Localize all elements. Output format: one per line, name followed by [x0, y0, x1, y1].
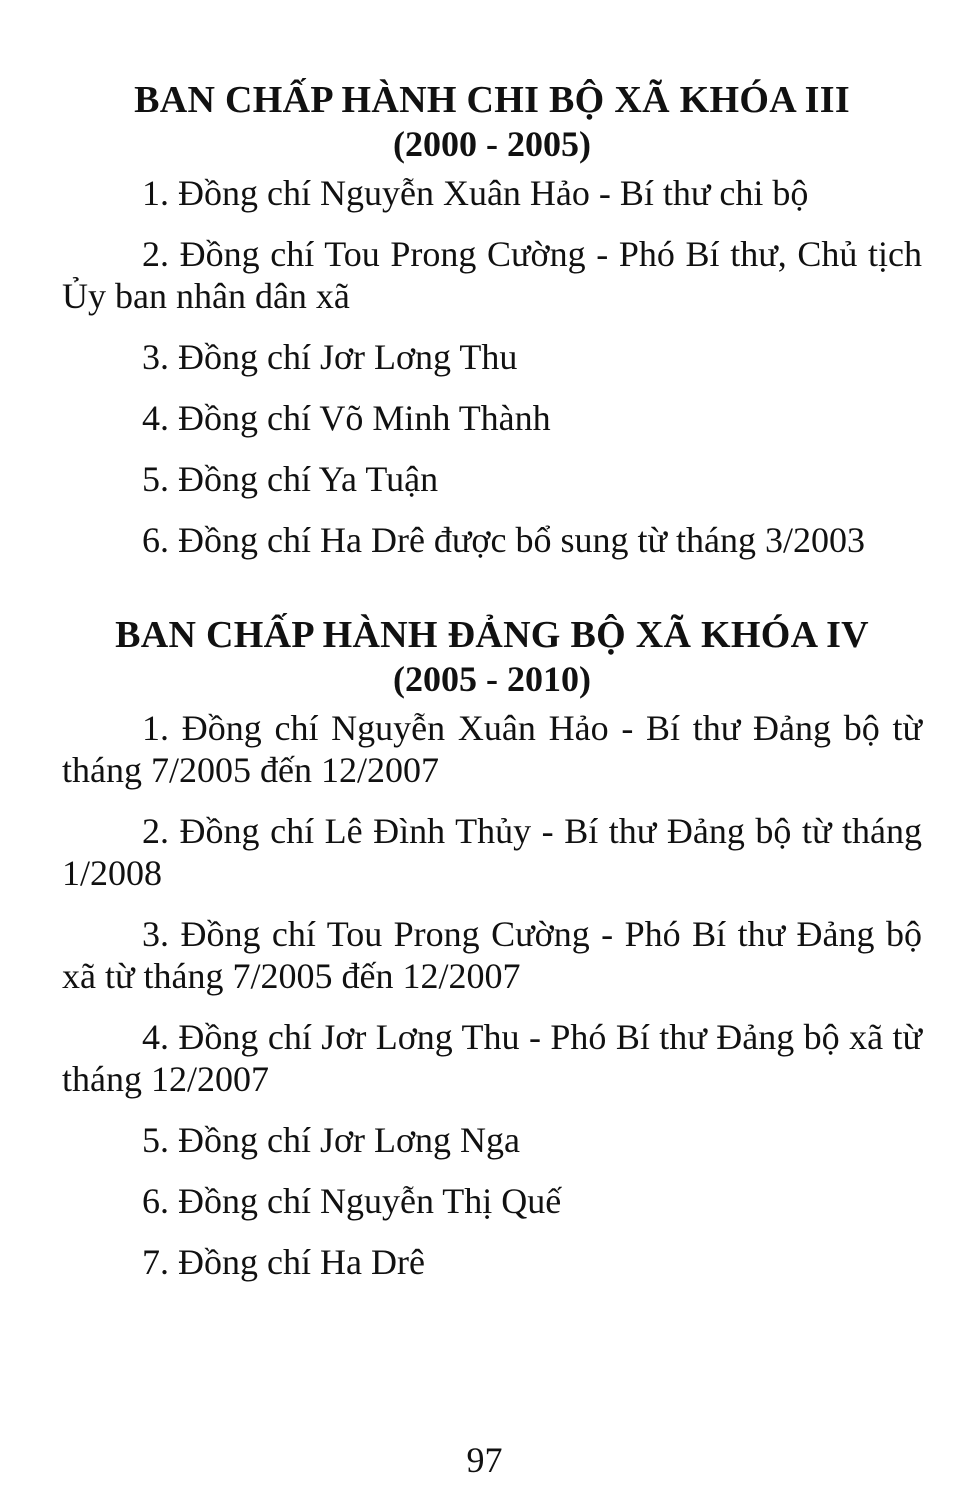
document-page — [62, 78, 922, 1302]
list-item: 4. Đồng chí Võ Minh Thành — [142, 398, 551, 438]
list-item: 1. Đồng chí Nguyễn Xuân Hảo - Bí thư chi bộ — [142, 173, 809, 213]
list-item: 3. Đồng chí Tou Prong Cường - Phó Bí thư Đảng bộ xã từ tháng 7/2005 đến 12/2007 — [62, 914, 922, 996]
section-khoa-iv — [62, 613, 922, 1283]
list-item: 2. Đồng chí Lê Đình Thủy - Bí thư Đảng bộ từ tháng 1/2008 — [62, 811, 922, 893]
section-khoa-iii — [62, 78, 922, 561]
list-item: 6. Đồng chí Ha Drê được bổ sung từ tháng 3/2003 — [142, 520, 865, 560]
list-item: 3. Đồng chí Jơr Lơng Thu — [142, 337, 518, 377]
list-item: 6. Đồng chí Nguyễn Thị Quế — [142, 1181, 562, 1221]
section-heading: BAN CHẤP HÀNH ĐẢNG BỘ XÃ KHÓA IV — [115, 614, 869, 656]
list-item: 2. Đồng chí Tou Prong Cường - Phó Bí thư, Chủ tịch Ủy ban nhân dân xã — [62, 234, 922, 316]
list-item: 7. Đồng chí Ha Drê — [142, 1242, 425, 1282]
list-item: 1. Đồng chí Nguyễn Xuân Hảo - Bí thư Đảng bộ từ tháng 7/2005 đến 12/2007 — [62, 708, 922, 790]
page-number: 97 — [466, 1440, 503, 1480]
list-item: 5. Đồng chí Jơr Lơng Nga — [142, 1120, 521, 1160]
section-heading: BAN CHẤP HÀNH CHI BỘ XÃ KHÓA III — [134, 79, 850, 121]
section-years: (2005 - 2010) — [393, 659, 591, 699]
section-years: (2000 - 2005) — [393, 124, 591, 164]
list-item: 4. Đồng chí Jơr Lơng Thu - Phó Bí thư Đảng bộ xã từ tháng 12/2007 — [62, 1017, 922, 1099]
list-item: 5. Đồng chí Ya Tuận — [142, 459, 439, 499]
